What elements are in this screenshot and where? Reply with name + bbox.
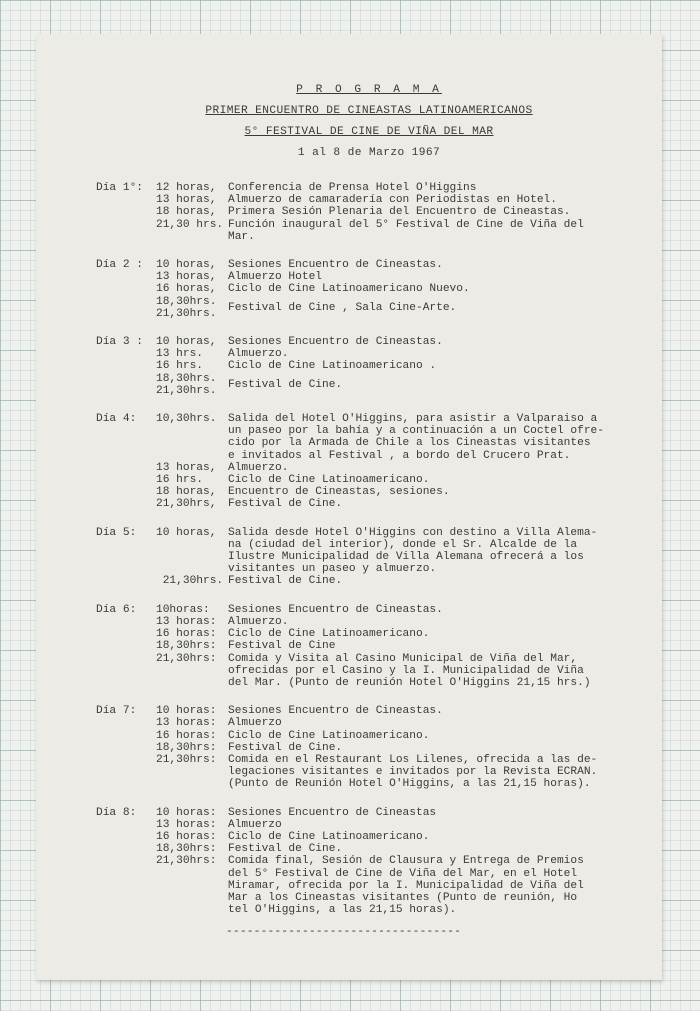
day-entries (156, 182, 642, 243)
entry-text: Almuerzo de camaradería con Periodistas en Hotel. (228, 194, 557, 207)
schedule-entry (156, 259, 642, 271)
entry-time: 18,30hrs: (156, 640, 217, 653)
entry-time: 18,30hrs: (156, 843, 217, 856)
entry-time: 10 horas: (156, 705, 217, 718)
day-entries (156, 527, 642, 588)
day-entries (156, 259, 642, 320)
entry-time: 21,30hrs: (156, 855, 217, 868)
schedule-entry (156, 819, 642, 831)
day-entries (156, 413, 642, 511)
schedule-entry (156, 717, 642, 729)
schedule-day (96, 705, 642, 790)
entry-time: 16 horas: (156, 729, 217, 742)
day-label: Día 1°: (96, 182, 143, 194)
schedule-entry (156, 182, 642, 194)
entry-text: Festival de Cine. (228, 741, 343, 754)
entry-text: Encuentro de Cineastas, sesiones. (228, 486, 450, 499)
schedule-entry (156, 206, 642, 218)
entry-text: Almuerzo. (228, 615, 289, 628)
entry-time: 13 horas: (156, 615, 217, 628)
entry-time: 16 horas: (156, 628, 217, 641)
entry-time: 13 horas: (156, 717, 217, 730)
day-label: Día 2 : (96, 259, 143, 272)
day-entries (156, 807, 642, 917)
schedule-entry (156, 640, 642, 652)
entry-time: 10,30hrs. (156, 413, 217, 426)
schedule-entry (156, 628, 642, 640)
entry-text: Festival de Cine (228, 640, 336, 653)
schedule-entry (156, 348, 642, 360)
entry-time: 21,30hrs: (156, 753, 217, 766)
entry-text: Almuerzo (228, 818, 282, 831)
entry-time: 13 hrs. (156, 348, 203, 361)
schedule-entry (156, 296, 642, 320)
schedule-day (96, 182, 642, 243)
entry-text: Ciclo de Cine Latinoamericano. (228, 628, 430, 641)
schedule-entry (156, 360, 642, 372)
entry-time: 13 horas, (156, 461, 217, 474)
entry-time: 13 horas, (156, 271, 217, 284)
schedule-entry (156, 219, 642, 243)
document-header (96, 80, 642, 164)
entry-time: 18,30hrs. 21,30hrs. (156, 295, 217, 320)
schedule-entry (156, 754, 642, 791)
entry-text: Sesiones Encuentro de Cineastas. (228, 603, 443, 616)
schedule-entry (156, 283, 642, 295)
day-label: Día 8: (96, 806, 137, 819)
entry-time: 13 horas: (156, 818, 217, 831)
entry-time: 16 horas, (156, 283, 217, 296)
day-entries (156, 604, 642, 689)
schedule-day (96, 527, 642, 588)
entry-text: Función inaugural del 5° Festival de Cine de Viña del Mar. (228, 218, 584, 243)
schedule-day (96, 336, 642, 397)
entry-text: Comida final, Sesión de Clausura y Entrega de Premios del 5° Festival de Cine de Viña del Mar, en el Hotel Miramar, ofrecida por la I. Municipalidad de Viña del Mar a los Cineastas visitantes (Punto de reunión, Ho tel O'Higgins, a las 21,15 horas). (228, 855, 584, 917)
festival-dates: 1 al 8 de Marzo 1967 (297, 147, 441, 159)
entry-text: Festival de Cine. (228, 378, 343, 391)
entry-time: 21,30hrs: (156, 652, 217, 665)
entry-time: 21,30hrs, (156, 498, 217, 511)
entry-time: 18 horas, (156, 206, 217, 219)
schedule-entry (156, 575, 642, 587)
entry-time: 18,30hrs: (156, 741, 217, 754)
schedule-entry (156, 194, 642, 206)
entry-time: 10 horas, (156, 336, 217, 349)
day-label: Día 4: (96, 413, 137, 426)
encounter-title: PRIMER ENCUENTRO DE CINEASTAS LATINOAMERICANOS (205, 105, 533, 117)
entry-time: 16 hrs. (156, 474, 203, 487)
schedule-entry (156, 462, 642, 474)
day-label: Día 6: (96, 603, 137, 616)
entry-time: 18,30hrs. 21,30hrs. (156, 372, 217, 397)
entry-text: Festival de Cine. (228, 575, 343, 588)
schedule-day (96, 807, 642, 917)
schedule-entry (156, 498, 642, 510)
schedule-entry (156, 413, 642, 462)
schedule-entry (156, 705, 642, 717)
schedule-entry (156, 742, 642, 754)
entry-time: 10horas: (156, 603, 210, 616)
entry-text: Conferencia de Prensa Hotel O'Higgins (228, 182, 477, 194)
entry-text: Sesiones Encuentro de Cineastas. (228, 705, 443, 718)
entry-time: 21,30hrs. (156, 575, 224, 588)
program-sheet (36, 34, 662, 980)
day-label: Día 7: (96, 705, 137, 718)
schedule-entry (156, 474, 642, 486)
day-label: Día 3 : (96, 336, 143, 349)
schedule-entry (156, 486, 642, 498)
entry-text: Ciclo de Cine Latinoamericano. (228, 729, 430, 742)
schedule-entry (156, 527, 642, 576)
entry-text: Almuerzo (228, 717, 282, 730)
entry-time: 10 horas, (156, 259, 217, 272)
entry-text: Sesiones Encuentro de Cineastas. (228, 259, 443, 272)
schedule (96, 182, 642, 916)
entry-time: 10 horas, (156, 526, 217, 539)
schedule-entry (156, 604, 642, 616)
program-title: P R O G R A M A (296, 84, 442, 96)
schedule-entry (156, 855, 642, 916)
schedule-entry (156, 271, 642, 283)
closing-rule: ---------------------------------- (226, 926, 462, 939)
entry-time: 13 horas, (156, 194, 217, 207)
entry-time: 10 horas: (156, 806, 217, 819)
entry-text: Festival de Cine , Sala Cine-Arte. (228, 301, 457, 314)
day-label: Día 5: (96, 526, 137, 539)
schedule-entry (156, 807, 642, 819)
entry-text: Ciclo de Cine Latinoamericano. (228, 474, 430, 487)
entry-text: Almuerzo. (228, 461, 289, 474)
day-entries (156, 336, 642, 397)
entry-time: 16 hrs. (156, 360, 203, 373)
entry-text: Salida desde Hotel O'Higgins con destino a Villa Alema- na (ciudad del interior), donde el Sr. Alcalde de la Ilustre Municipalidad de Villa Alemana ofrecerá a los visitantes un paseo y almuerzo. (228, 526, 598, 576)
entry-text: Almuerzo Hotel (228, 271, 322, 284)
schedule-entry (156, 616, 642, 628)
entry-text: Comida y Visita al Casino Municipal de Viña del Mar, ofrecidas por el Casino y la I. Municipalidad de Viña del Mar. (Punto de reunión Hotel O'Higgins 21,15 hrs.) (228, 652, 591, 689)
schedule-entry (156, 653, 642, 690)
day-entries (156, 705, 642, 790)
schedule-day (96, 604, 642, 689)
entry-time: 21,30 hrs. (156, 218, 224, 231)
schedule-day (96, 259, 642, 320)
entry-text: Ciclo de Cine Latinoamericano Nuevo. (228, 283, 470, 296)
entry-text: Sesiones Encuentro de Cineastas (228, 806, 437, 819)
schedule-entry (156, 831, 642, 843)
entry-text: Ciclo de Cine Latinoamericano. (228, 830, 430, 843)
entry-text: Salida del Hotel O'Higgins, para asistir a Valparaiso a un paseo por la bahía y a continuación a un Coctel ofre- cido por la Armada de Chile a los Cineastas visitantes e invitados al Festival , a bordo del Crucero Prat. (228, 413, 604, 462)
entry-text: Ciclo de Cine Latinoamericano . (228, 360, 437, 373)
entry-text: Primera Sesión Plenaria del Encuentro de Cineastas. (228, 206, 571, 219)
schedule-entry (156, 843, 642, 855)
entry-time: 18 horas, (156, 486, 217, 499)
entry-time: 12 horas, (156, 182, 217, 194)
entry-time: 16 horas: (156, 830, 217, 843)
festival-title: 5° FESTIVAL DE CINE DE VIÑA DEL MAR (244, 126, 494, 138)
schedule-day (96, 413, 642, 511)
schedule-entry (156, 373, 642, 397)
schedule-entry (156, 730, 642, 742)
entry-text: Sesiones Encuentro de Cineastas. (228, 336, 443, 349)
entry-text: Almuerzo. (228, 348, 289, 361)
entry-text: Comida en el Restaurant Los Lilenes, ofrecida a las de- legaciones visitantes e invitados por la Revista ECRAN. (Punto de Reunión Hotel O'Higgins, a las 21,15 horas). (228, 753, 598, 791)
schedule-entry (156, 336, 642, 348)
entry-text: Festival de Cine. (228, 498, 343, 511)
entry-text: Festival de Cine. (228, 843, 343, 856)
